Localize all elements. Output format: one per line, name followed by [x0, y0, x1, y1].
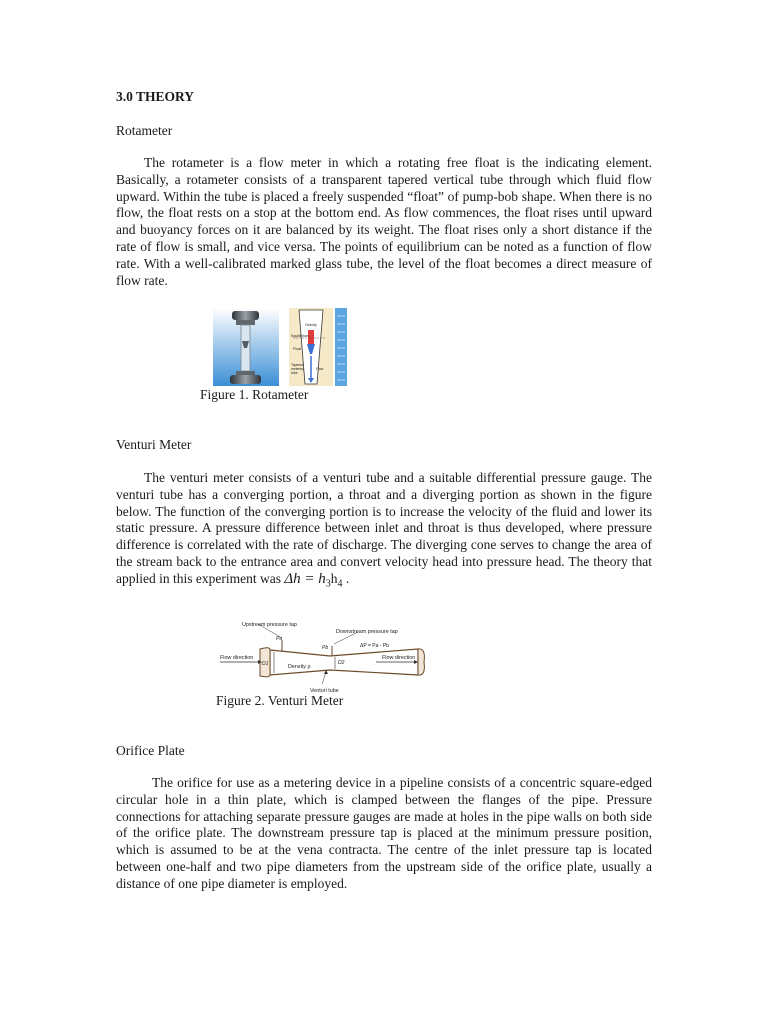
venturi-paragraph-text: The venturi meter consists of a venturi tube and a suitable differential pressure gauge. The venturi tube has a converging portion, a throat and a diverging portion as shown in the figure below. The function of the converging portion is to increase the velocity of the fluid and lower its static pressure. A pressure difference between inlet and throat is thus developed, where pressure difference is correlated with the rate of discharge. The diverging cone serves to change the area of the stream back to the entrance area and convert velocity head into pressure head. The theory that applied in this experiment was: [116, 470, 652, 586]
pb-label: Pb: [322, 645, 329, 651]
float-label: Float: [293, 347, 301, 351]
flow-direction-right-label: Flow direction: [382, 655, 416, 661]
formula-end: .: [342, 570, 350, 586]
figure-2-caption: Figure 2. Venturi Meter: [216, 693, 344, 708]
equilibrium-label: Equilibrium: [291, 334, 309, 338]
rotameter-title: Rotameter: [116, 123, 173, 138]
upstream-tap-label: Upstream pressure tap: [242, 622, 297, 628]
orifice-title: Orifice Plate: [116, 743, 185, 758]
tapered-tube-label-2: metering: [291, 367, 305, 371]
formula-sub-4: 4: [337, 578, 343, 590]
figure-1-caption: Figure 1. Rotameter: [200, 387, 309, 402]
rotameter-figure: [213, 308, 347, 386]
d1-label: D1: [262, 661, 269, 667]
rotameter-paragraph: The rotameter is a flow meter in which a rotating free float is the indicating element. Basically, a rotameter consists of a transparent tapered vertical tube through which fluid flow upward. Within the tube is placed a freely suspended “float” of pump-bob shape. When there is no flow, the float rests on a stop at the bottom end. As flow commences, the float rises until upward and buoyancy forces on it are balanced by its weight. The float rises only a short distance if the rate of flow is small, and vice versa. The points of equilibrium can be noted as a function of flow rate. With a well-calibrated marked glass tube, the level of the float becomes a direct measure of flow rate.: [116, 155, 652, 288]
formula-h4: h: [330, 570, 338, 586]
formula-sub-3: 3: [325, 578, 331, 590]
orifice-paragraph: The orifice for use as a metering device in a pipeline consists of a concentric square-edged circular hole in a thin plate, which is clamped between the flanges of the pipe. Pressure connections for attaching separate pressure gauges are made at holes in the pipe walls on both side of the orifice plate. The downstream pressure tap is placed at the minimum pressure position, which is assumed to be at the vena contracta. The centre of the inlet pressure tap is located between one-half and two pipe diameters from the upstream side of the orifice plate, usually a distance of one pipe diameter is employed.: [116, 775, 652, 891]
tapered-tube-label-3: tube: [291, 371, 298, 375]
venturi-tube-label: Venturi tube: [310, 688, 339, 694]
venturi-diagram: [218, 618, 436, 694]
density-label: Density ρ: [288, 664, 311, 670]
gravity-label: Gravity: [305, 323, 317, 327]
downstream-tap-label: Downstream pressure tap: [336, 629, 398, 635]
tapered-tube-label: Tapered: [291, 363, 304, 367]
rotameter-image: [213, 308, 347, 386]
flow-label: Flow: [316, 367, 324, 371]
venturi-paragraph: [116, 470, 652, 593]
section-heading: 3.0 THEORY: [116, 89, 195, 104]
venturi-title: Venturi Meter: [116, 437, 192, 452]
pa-label: Pa: [276, 636, 283, 642]
flow-direction-left-label: Flow direction: [220, 655, 254, 661]
d2-label: D2: [338, 660, 345, 666]
venturi-figure: [218, 618, 436, 694]
delta-p-label: ΔP = Pa - Pb: [360, 643, 389, 649]
formula-lhs: Δh = h: [284, 570, 326, 587]
